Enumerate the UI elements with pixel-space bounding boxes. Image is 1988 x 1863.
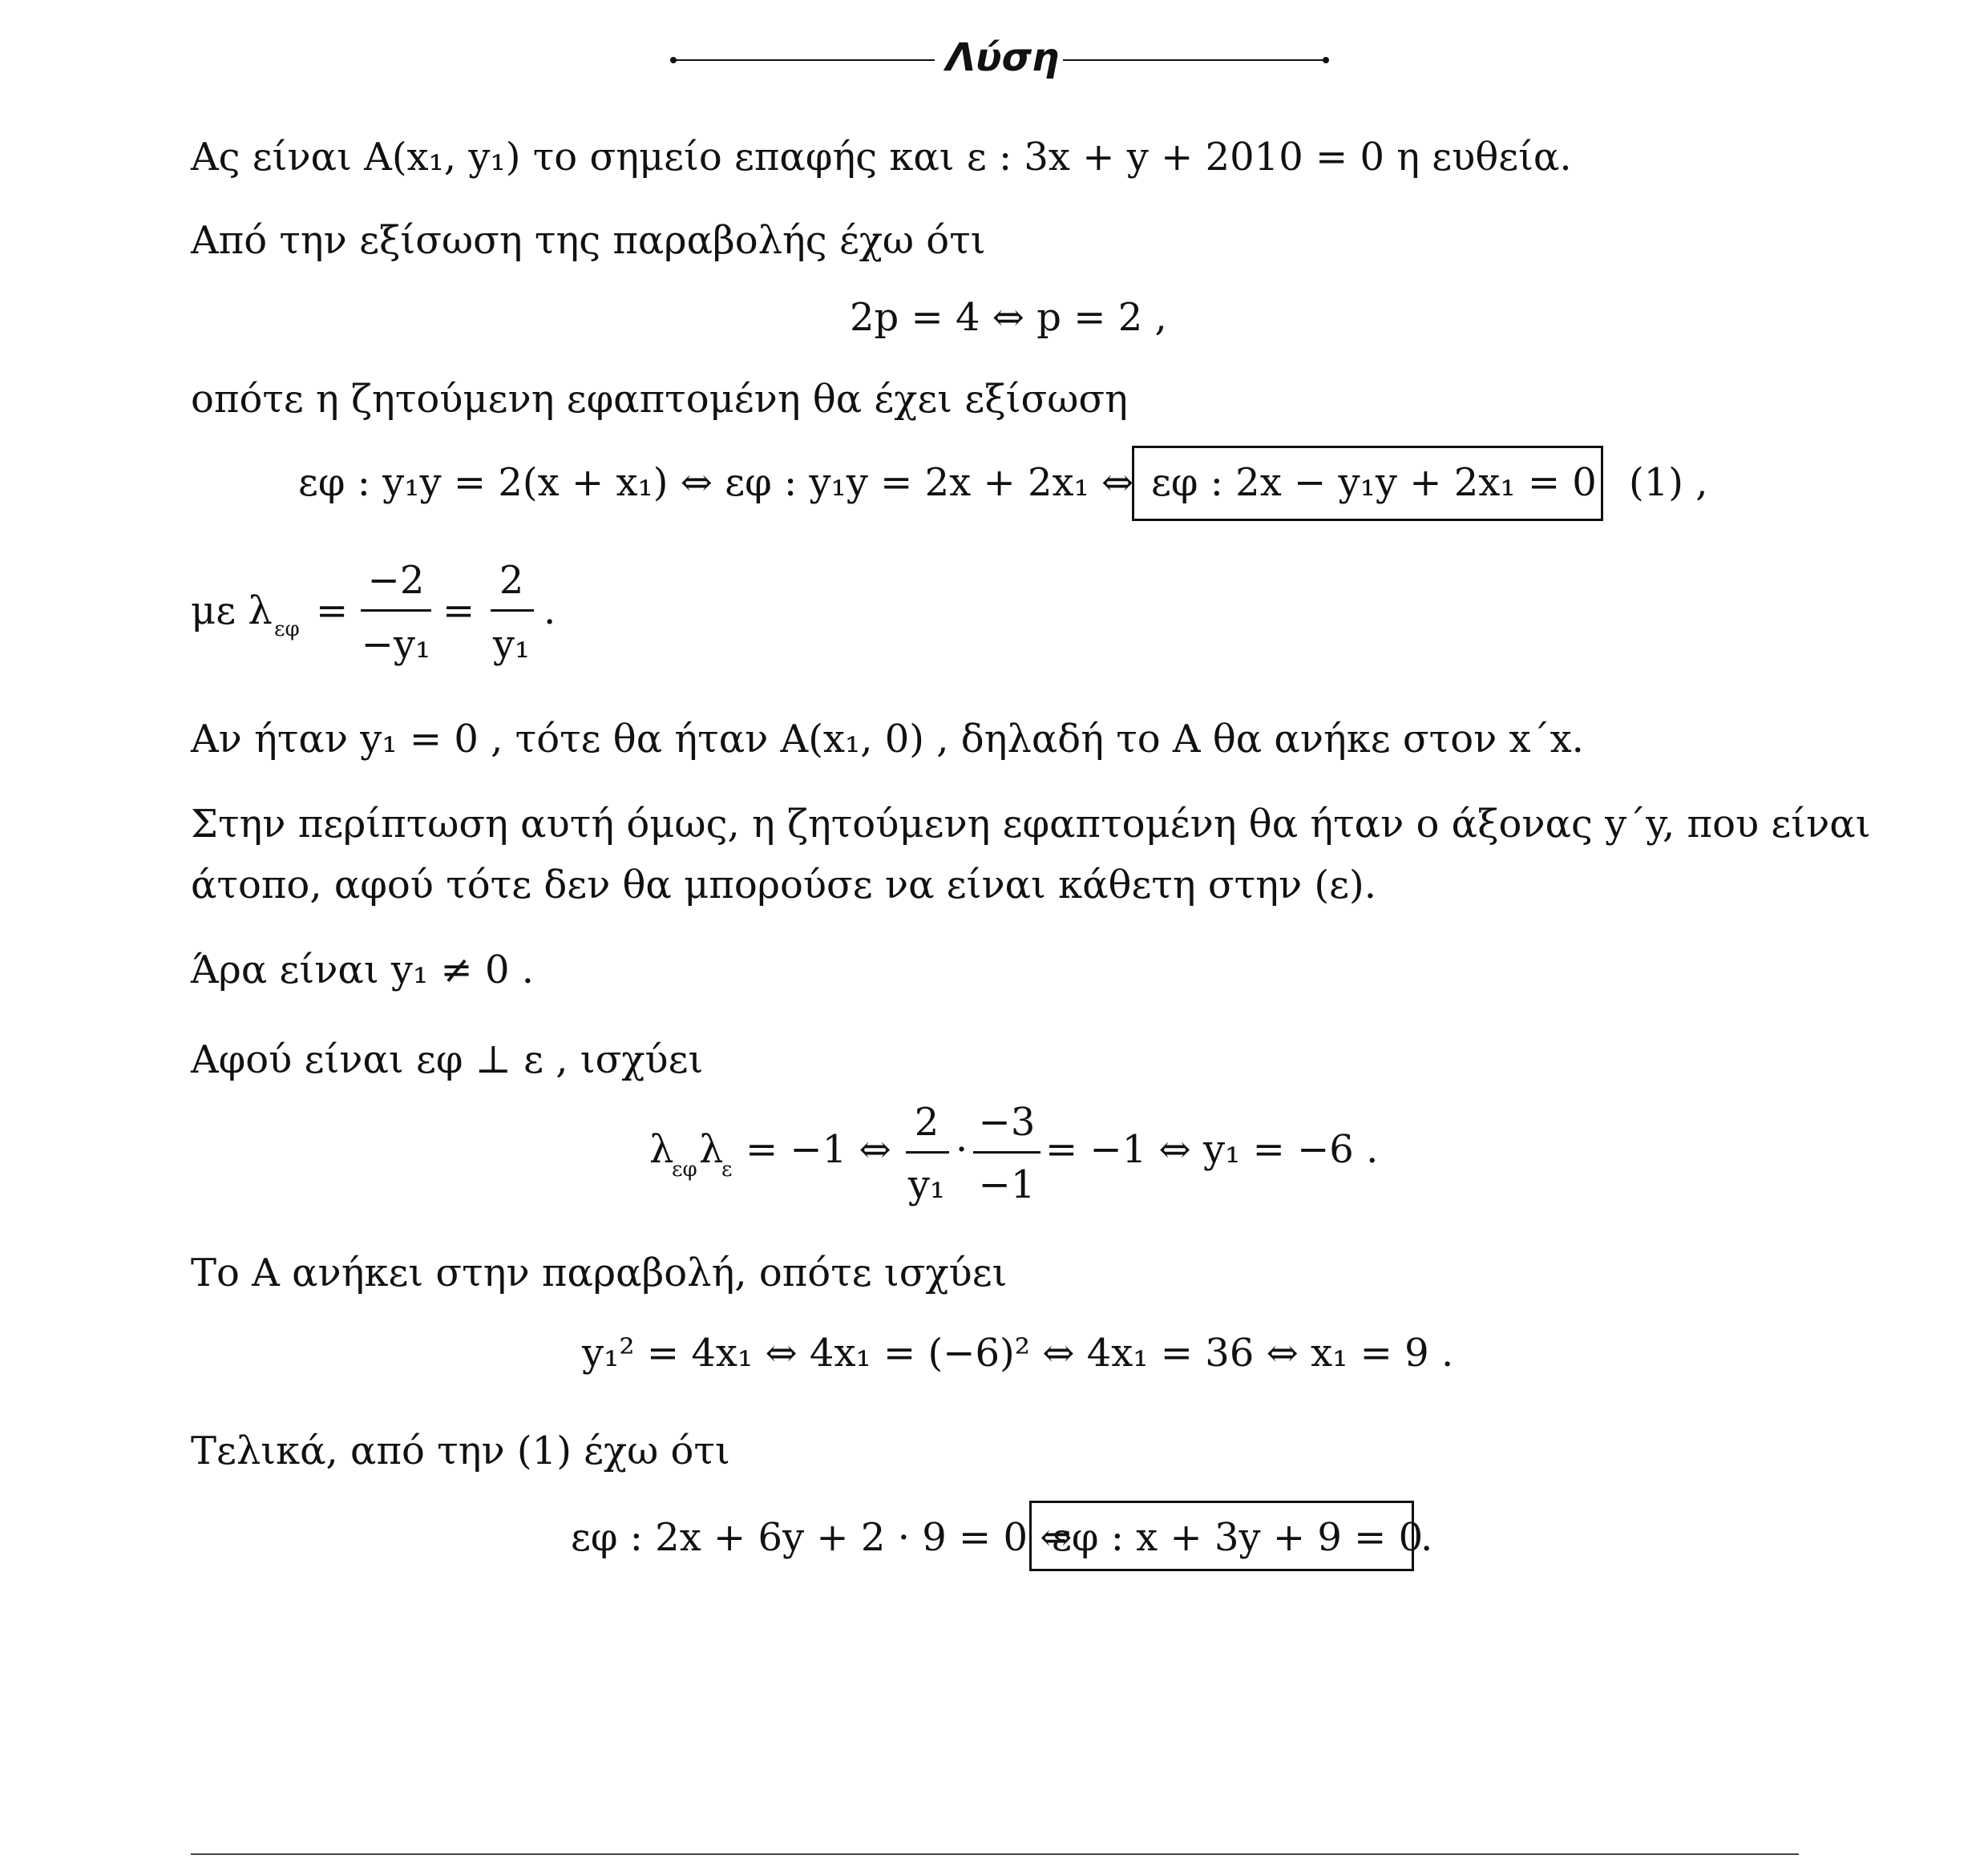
- slope-equals-1: =: [316, 588, 349, 633]
- perp-equals: = −1 ⇔: [746, 1127, 891, 1172]
- slope-frac1-num: −2: [367, 558, 425, 603]
- title-dot-left: [670, 57, 677, 63]
- line-case-y-zero: Αν ήταν y₁ = 0 , τότε θα ήταν A(x₁, 0) , δηλαδή το A θα ανήκε στον x΄x.: [191, 717, 1584, 762]
- line-parabola: Από την εξίσωση της παραβολής έχω ότι: [191, 218, 986, 263]
- perp-sub-2: ε: [721, 1158, 733, 1182]
- line-perpendicular: Αφού είναι εφ ⊥ ε , ισχύει: [191, 1037, 704, 1082]
- title-rule-right: [1063, 59, 1324, 61]
- perp-frac1-num: 2: [914, 1100, 939, 1145]
- perp-result: = −1 ⇔ y₁ = −6 .: [1045, 1127, 1379, 1172]
- line-y-nonzero: Άρα είναι y₁ ≠ 0 .: [191, 948, 535, 992]
- perp-lambda-1: λ: [649, 1127, 674, 1172]
- equation-p: 2p = 4 ⇔ p = 2 ,: [850, 295, 1167, 340]
- perp-frac1-den: y₁: [907, 1162, 946, 1207]
- slope-prefix: με λ: [191, 588, 273, 633]
- equation-ref-1: (1) ,: [1629, 460, 1708, 505]
- slope-end: .: [543, 588, 556, 633]
- title-dot-right: [1323, 57, 1329, 63]
- slope-frac2-den: y₁: [492, 622, 531, 667]
- boxed-tangent-text: εφ : 2x − y₁y + 2x₁ = 0: [1151, 460, 1597, 505]
- perp-dot: ·: [956, 1127, 968, 1172]
- line-point-on-parabola: Το A ανήκει στην παραβολή, οπότε ισχύει: [191, 1251, 1008, 1295]
- line-tangent-intro: οπότε η ζητούμενη εφαπτομένη θα έχει εξίσωση: [191, 377, 1128, 422]
- perp-sub-1: εφ: [672, 1158, 697, 1182]
- perp-frac2-den: −1: [978, 1162, 1036, 1207]
- equation-final-end: .: [1420, 1515, 1433, 1560]
- boxed-final-text: εφ : x + 3y + 9 = 0: [1052, 1515, 1424, 1560]
- equation-x1: y₁² = 4x₁ ⇔ 4x₁ = (−6)² ⇔ 4x₁ = 36 ⇔ x₁ = 9 .: [582, 1331, 1454, 1376]
- perp-frac2-num: −3: [978, 1100, 1036, 1145]
- bottom-rule: [191, 1853, 1799, 1855]
- slope-frac1-bar: [361, 609, 431, 612]
- title-rule-left: [675, 59, 935, 61]
- line-finally: Τελικά, από την (1) έχω ότι: [191, 1429, 730, 1473]
- line-case-contradiction-2: άτοπο, αφού τότε δεν θα μπορούσε να είναι κάθετη στην (ε).: [191, 863, 1376, 907]
- line-intro: Ας είναι A(x₁, y₁) το σημείο επαφής και ε : 3x + y + 2010 = 0 η ευθεία.: [191, 135, 1572, 180]
- equation-tangent: εφ : y₁y = 2(x + x₁) ⇔ εφ : y₁y = 2x + 2x₁ ⇔: [298, 460, 1134, 505]
- perp-frac1-bar: [906, 1151, 949, 1154]
- slope-frac1-den: −y₁: [361, 622, 431, 667]
- page-title: Λύση: [946, 35, 1060, 80]
- slope-frac2-num: 2: [499, 558, 524, 603]
- perp-lambda-2: λ: [699, 1127, 724, 1172]
- equation-final: εφ : 2x + 6y + 2 · 9 = 0 ⇔: [571, 1515, 1073, 1560]
- slope-equals-2: =: [442, 588, 475, 633]
- line-case-contradiction-1: Στην περίπτωση αυτή όμως, η ζητούμενη εφαπτομένη θα ήταν ο άξονας y΄y, που είναι: [191, 802, 1871, 847]
- perp-frac2-bar: [973, 1151, 1040, 1154]
- slope-frac2-bar: [491, 609, 534, 612]
- slope-subscript: εφ: [274, 617, 300, 641]
